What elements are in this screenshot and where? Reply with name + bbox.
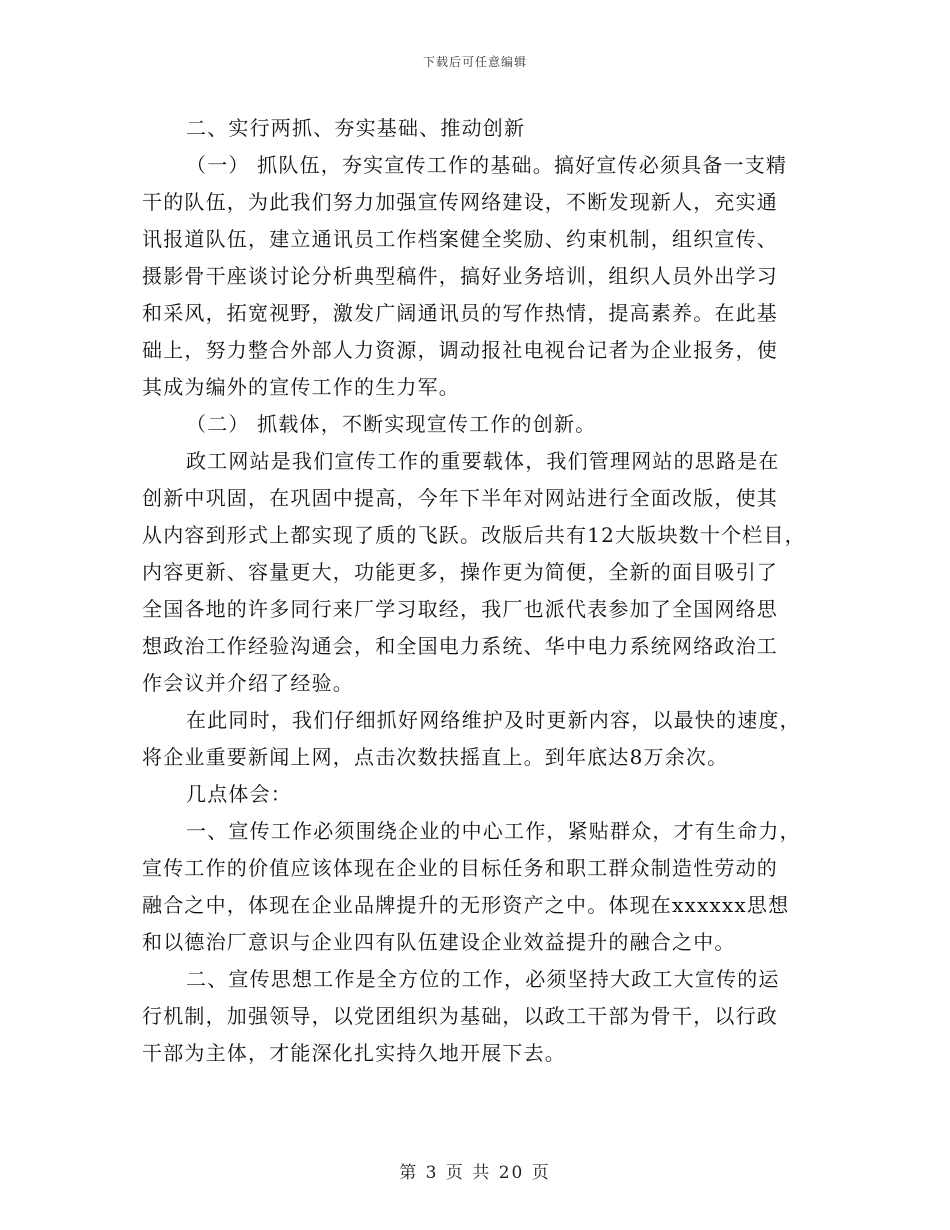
document-body [142, 110, 814, 1072]
text-line: 宣传工作的价值应该体现在企业的目标任务和职工群众制造性劳动的 [142, 856, 778, 880]
section-heading: 几点体会： [186, 782, 292, 806]
text-line: 二、宣传思想工作是全方位的工作，必须坚持大政工大宣传的运 [186, 967, 780, 991]
text-line: 在此同时，我们仔细抓好网络维护及时更新内容，以最快的速度， [186, 708, 801, 732]
text-line: 摄影骨干座谈讨论分析典型稿件，搞好业务培训，组织人员外出学习 [142, 264, 778, 288]
text-line: 和以德治厂意识与企业四有队伍建设企业效益提升的融合之中。 [142, 930, 736, 954]
header-note: 下载后可任意编辑 [422, 55, 527, 69]
text-line: 作会议并介绍了经验。 [142, 671, 354, 695]
text-line: 干的队伍，为此我们努力加强宣传网络建设，不断发现新人，充实通 [142, 190, 778, 214]
text-line: 创新中巩固，在巩固中提高，今年下半年对网站进行全面改版，使其 [142, 486, 778, 510]
page-number-footer: 第 3 页 共 20 页 [399, 1163, 551, 1183]
subsection-heading: （一） 抓队伍，夯实宣传工作的基础。搞好宣传必须具备一支精 [186, 153, 788, 177]
text-line: 融合之中，体现在企业品牌提升的无形资产之中。体现在xxxxxx思想 [142, 893, 790, 917]
text-line: 从内容到形式上都实现了质的飞跃。改版后共有12大版块数十个栏目， [142, 523, 806, 547]
section-heading: 二、实行两抓、夯实基础、推动创新 [186, 116, 526, 140]
text-line: 一、宣传工作必须围绕企业的中心工作，紧贴群众，才有生命力， [186, 819, 801, 843]
subsection-heading: （二） 抓载体，不断实现宣传工作的创新。 [186, 412, 597, 436]
text-line: 和采风，拓宽视野，激发广阔通讯员的写作热情，提高素养。在此基 [142, 301, 778, 325]
text-line: 讯报道队伍，建立通讯员工作档案健全奖励、约束机制，组织宣传、 [142, 227, 778, 251]
text-line: 行机制，加强领导，以党团组织为基础，以政工干部为骨干，以行政 [142, 1004, 778, 1028]
text-line: 将企业重要新闻上网，点击次数扶摇直上。到年底达8万余次。 [142, 745, 729, 769]
text-line: 其成为编外的宣传工作的生力军。 [142, 375, 460, 399]
text-line: 础上，努力整合外部人力资源，调动报社电视台记者为企业报务，使 [142, 338, 778, 362]
text-line: 想政治工作经验沟通会，和全国电力系统、华中电力系统网络政治工 [142, 634, 778, 658]
text-line: 政工网站是我们宣传工作的重要载体，我们管理网站的思路是在 [186, 449, 780, 473]
text-line: 全国各地的许多同行来厂学习取经，我厂也派代表参加了全国网络思 [142, 597, 778, 621]
text-line: 干部为主体，才能深化扎实持久地开展下去。 [142, 1041, 566, 1065]
text-line: 内容更新、容量更大，功能更多，操作更为简便，全新的面目吸引了 [142, 560, 778, 584]
